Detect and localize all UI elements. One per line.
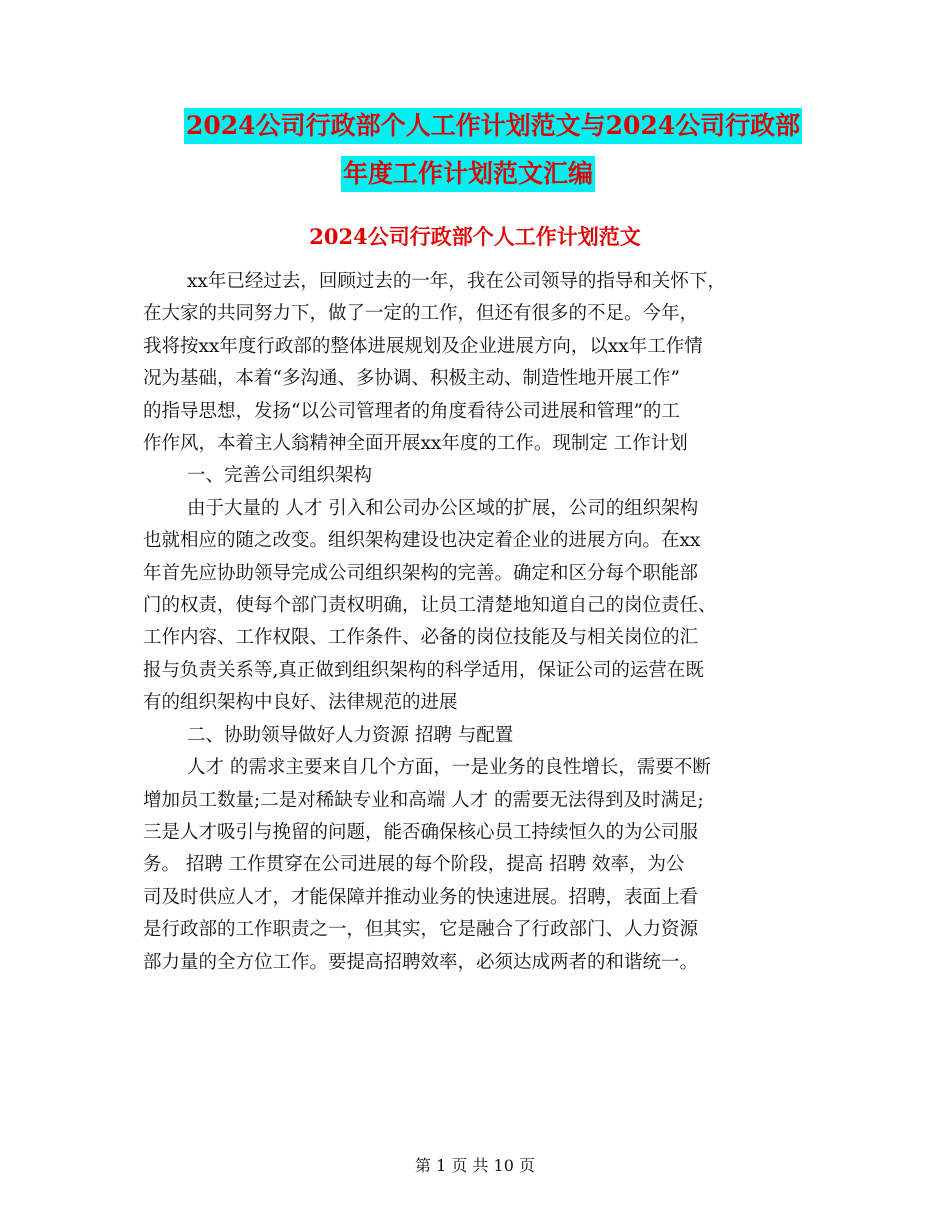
paragraph-line: 在大家的共同努力下，做了一定的工作，但还有很多的不足。今年， — [143, 303, 699, 325]
heading-line: 二、协助领导做好人力资源 招聘 与配置 — [187, 724, 514, 746]
paragraph-line: 况为基础，本着“多沟通、多协调、积极主动、制造性地开展工作” — [143, 368, 680, 390]
paragraph-line: 的指导思想，发扬“以公司管理者的角度看待公司进展和管理”的工 — [143, 400, 680, 422]
paragraph-line: 门的权责，使每个部门责权明确，让员工清楚地知道自己的岗位责任、 — [143, 595, 717, 617]
paragraph-line: 部力量的全方位工作。要提高招聘效率，必须达成两者的和谐统一。 — [143, 951, 699, 973]
paragraph-line: 报与负责关系等,真正做到组织架构的科学适用，保证公司的运营在既 — [143, 659, 704, 681]
paragraph-line: 我将按xx年度行政部的整体进展规划及企业进展方向，以xx年工作情 — [143, 335, 703, 357]
heading-line: 一、完善公司组织架构 — [187, 465, 373, 487]
paragraph-line: 司及时供应人才，才能保障并推动业务的快速进展。招聘，表面上看 — [143, 886, 699, 908]
title-line-2: 年度工作计划范文汇编 — [341, 156, 595, 192]
paragraph-line: 务。 招聘 工作贯穿在公司进展的每个阶段，提高 招聘 效率，为公 — [143, 854, 685, 876]
paragraph-line: xx年已经过去，回顾过去的一年，我在公司领导的指导和关怀下， — [187, 271, 726, 292]
paragraph-line: 由于大量的 人才 引入和公司办公区域的扩展，公司的组织架构 — [187, 497, 699, 519]
paragraph-line: 人才 的需求主要来自几个方面，一是业务的良性增长，需要不断 — [187, 757, 711, 779]
document-body — [143, 266, 815, 979]
paragraph-line: 也就相应的随之改变。组织架构建设也决定着企业的进展方向。在xx — [143, 530, 701, 552]
paragraph-line: 年首先应协助领导完成公司组织架构的完善。确定和区分每个职能部 — [143, 562, 699, 584]
paragraph-line: 是行政部的工作职责之一，但其实，它是融合了行政部门、人力资源 — [143, 919, 699, 941]
page-footer: 第 1 页 共 10 页 — [415, 1156, 535, 1175]
paragraph-line: 三是人才吸引与挽留的问题，能否确保核心员工持续恒久的为公司服 — [143, 821, 699, 843]
paragraph-line: 作作风，本着主人翁精神全面开展xx年度的工作。现制定 工作计划 — [143, 433, 688, 455]
title-line-1: 2024公司行政部个人工作计划范文与2024公司行政部 — [184, 108, 802, 144]
paragraph-line: 有的组织架构中良好、法律规范的进展 — [143, 692, 458, 714]
paragraph-line: 工作内容、工作权限、工作条件、必备的岗位技能及与相关岗位的汇 — [143, 627, 699, 649]
paragraph-line: 增加员工数量;二是对稀缺专业和高端 人才 的需要无法得到及时满足; — [143, 789, 704, 811]
section-title: 2024公司行政部个人工作计划范文 — [309, 224, 641, 249]
